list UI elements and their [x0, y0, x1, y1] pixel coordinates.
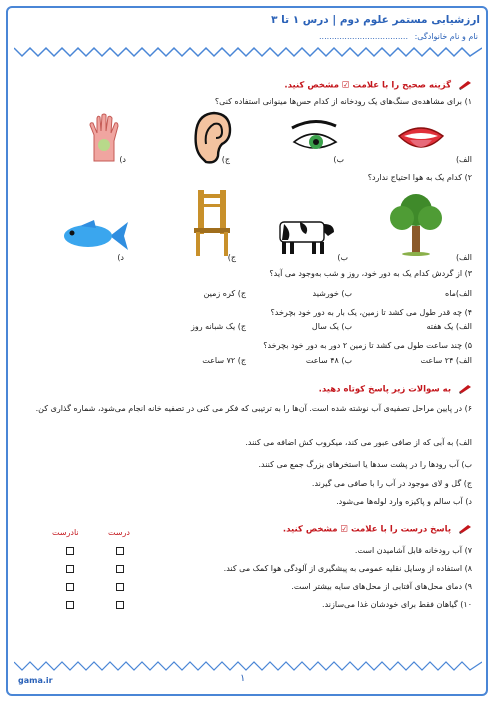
question-3: ۳) از گردش کدام یک به دور خود، روز و شب به‌وجود می آید؟ — [269, 269, 472, 278]
footer-site[interactable]: gama.ir — [18, 676, 53, 685]
footer-zigzag-border — [14, 661, 482, 671]
option-b[interactable]: ب) خورشید — [312, 289, 352, 298]
option-c[interactable]: ج) یک شبانه روز — [191, 322, 246, 331]
chair-icon — [190, 188, 234, 258]
mouth-icon — [396, 118, 446, 160]
option-b[interactable]: ب) — [337, 253, 348, 262]
q5-options — [22, 356, 472, 368]
pencil-icon — [458, 524, 472, 534]
question-2: ۲) کدام یک به هوا احتیاج ندارد؟ — [367, 173, 472, 182]
fish-icon — [60, 218, 130, 254]
option-a[interactable]: الف)ماه — [445, 289, 472, 298]
option-c[interactable]: ج) کره زمین — [203, 289, 246, 298]
option-c[interactable]: ج) ۷۲ ساعت — [202, 356, 246, 365]
q6-step-a: الف) به آبی که از صافی عبور می کند، میکروب کش اضافه می کنند. — [245, 438, 472, 447]
tf-item-7: ۷) آب رودخانه قابل آشامیدن است. — [354, 546, 472, 555]
question-1: ۱) برای مشاهده‌ی سنگ‌های یک رودخانه از کدام حس‌ها مینوانی استفاده کنی؟ — [214, 97, 472, 106]
true-checkbox[interactable] — [116, 601, 124, 609]
page-title: ارزشیابی مستمر علوم دوم | درس ۱ تا ۳ — [271, 14, 480, 26]
q6-step-c: ج) گل و لای موجود در آب را با صافی می گیرند. — [311, 479, 472, 488]
option-a[interactable]: الف) ۲۴ ساعت — [420, 356, 472, 365]
true-checkbox[interactable] — [116, 583, 124, 591]
header-zigzag-border — [14, 46, 482, 58]
q4-options — [22, 322, 472, 334]
option-a[interactable]: الف) — [455, 155, 472, 164]
false-checkbox[interactable] — [66, 583, 74, 591]
name-dots: ................................... — [318, 32, 408, 41]
section-heading-true-false — [32, 524, 472, 535]
true-checkbox[interactable] — [116, 547, 124, 555]
option-a[interactable]: الف) یک هفته — [426, 322, 472, 331]
column-false-label: نادرست — [52, 528, 79, 537]
option-d[interactable]: د) — [119, 155, 126, 164]
name-label: نام و نام خانوادگی: — [414, 32, 478, 41]
option-c[interactable]: ج) — [221, 155, 230, 164]
section-heading-short-answer — [32, 384, 472, 395]
option-c[interactable]: ج) — [227, 253, 236, 262]
section-heading-multiple-choice — [32, 80, 472, 91]
option-a[interactable]: الف) — [455, 253, 472, 262]
pencil-icon — [458, 384, 472, 394]
q3-options — [22, 289, 472, 301]
tf-item-9: ۹) دمای محل‌های آفتابی از محل‌های سایه بیشتر است. — [291, 582, 472, 591]
q1-options — [22, 155, 472, 167]
false-checkbox[interactable] — [66, 565, 74, 573]
q2-options — [22, 253, 472, 265]
tree-icon — [386, 190, 446, 256]
pencil-icon — [458, 80, 472, 90]
column-true-label: درست — [108, 528, 130, 537]
option-d[interactable]: د) — [117, 253, 124, 262]
option-b[interactable]: ب) ۴۸ ساعت — [305, 356, 352, 365]
cow-icon — [270, 214, 336, 256]
false-checkbox[interactable] — [66, 547, 74, 555]
option-b[interactable]: ب) یک سال — [311, 322, 352, 331]
eye-icon — [288, 118, 340, 158]
true-checkbox[interactable] — [116, 565, 124, 573]
q6-step-b: ب) آب رودها را در پشت سدها یا استخرهای بزرگ جمع می کنند. — [258, 460, 472, 469]
section-heading-text: پاسخ درست را با علامت ☑ مشخص کنید. — [282, 524, 452, 535]
question-4: ۴) چه قدر طول می کشد تا زمین، یک بار به دور خود بچرخد؟ — [270, 308, 472, 317]
section-heading-text: به سوالات زیر پاسخ کوتاه دهید. — [318, 384, 452, 395]
tf-item-8: ۸) استفاده از وسایل نقلیه عمومی به پیشگیری از آلودگی هوا کمک می کند. — [223, 564, 472, 573]
page-number: ۱ — [240, 673, 246, 684]
name-row — [20, 30, 478, 46]
q6-step-d: د) آب سالم و پاکیزه وارد لوله‌ها می‌شود. — [336, 497, 472, 506]
question-6: ۶) در پایین مراحل تصفیه‌ی آب نوشته شده است. آن‌ها را به ترتیبی که فکر می کنی در تصفیه خانه انجام می‌شود، شماره گذاری کن. — [35, 404, 472, 413]
false-checkbox[interactable] — [66, 601, 74, 609]
option-b[interactable]: ب) — [333, 155, 344, 164]
section-heading-text: گزینه صحیح را با علامت ☑ مشخص کنید. — [284, 80, 452, 91]
tf-item-10: ۱۰) گیاهان فقط برای خودشان غذا می‌سازند. — [322, 600, 472, 609]
question-5: ۵) چند ساعت طول می کشد تا زمین ۲ دور به دور خود بچرخد؟ — [263, 341, 472, 350]
